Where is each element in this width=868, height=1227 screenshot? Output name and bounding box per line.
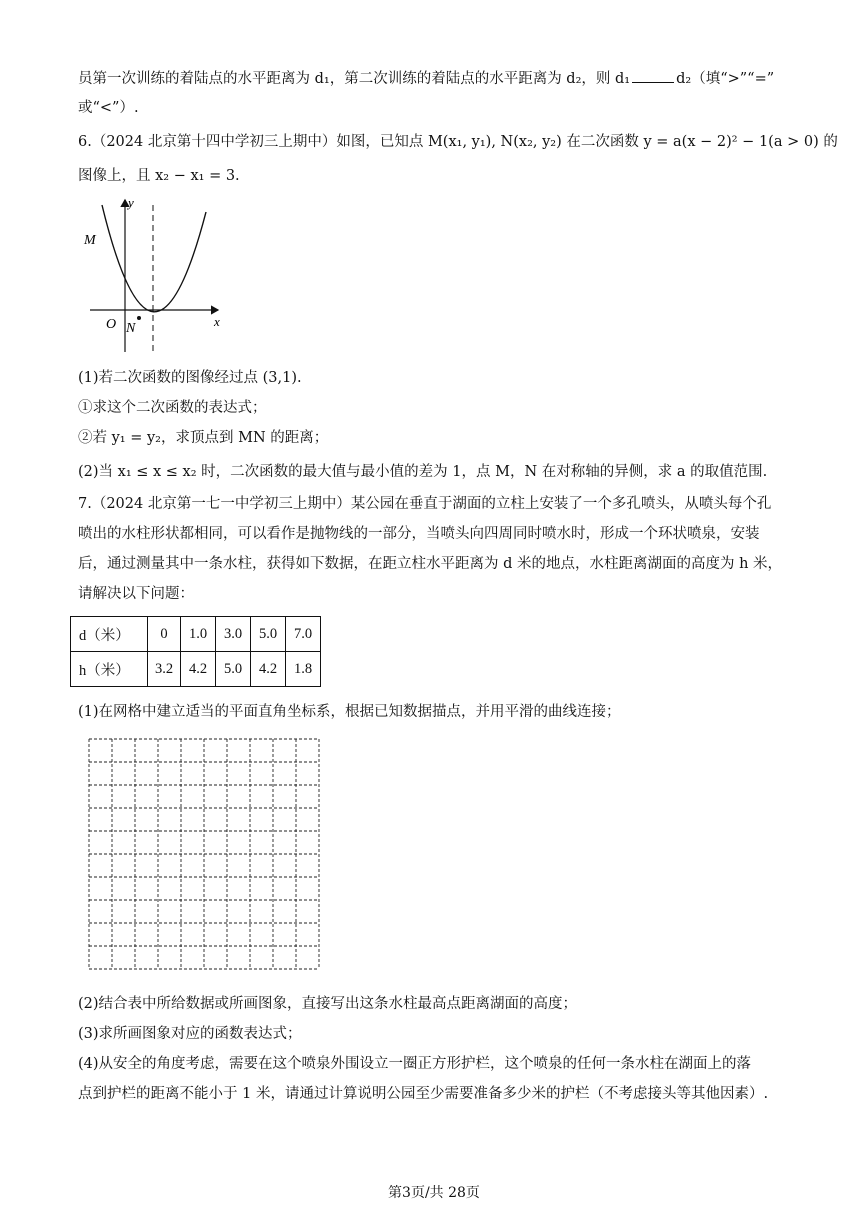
q6-parabola-figure [78,190,238,365]
table-header-h: h（米） [71,652,148,687]
text-line-1-tail: d₂（填“>”“=” [676,71,775,87]
origin-label: O [106,317,117,332]
q6-stem-2: 图像上，且 x₂ − x₁ = 3. [78,168,240,184]
parabola-curve [102,205,206,312]
text-line-1 [78,68,774,89]
table-cell: 3.0 [216,617,251,652]
table-cell: 1.0 [181,617,216,652]
table-cell: 5.0 [216,652,251,687]
table-cell: 4.2 [251,652,286,687]
q6-stem-1: 6.（2024 北京第十四中学初三上期中）如图，已知点 M(x₁, y₁), N(x₂, y₂) 在二次函数 y = a(x − 2)² − 1(a > 0) 的 [78,134,838,150]
page-footer: 第3页/共 28页 [388,1185,480,1201]
point-n-label: N [126,321,136,336]
q7-part-4b: 点到护栏的距离不能小于 1 米，请通过计算说明公园至少需要准备多少米的护栏（不考虑接头等其他因素）. [78,1086,769,1102]
q7-part-2: (2)结合表中所给数据或所画图象，直接写出这条水柱最高点距离湖面的高度； [78,996,578,1012]
point-m-label: M [84,233,96,248]
table-cell: 7.0 [286,617,321,652]
q7-stem-4: 请解决以下问题： [78,586,194,602]
text-line-1-main: 员第一次训练的着陆点的水平距离为 d₁，第二次训练的着陆点的水平距离为 d₂，则 d₁ [78,71,631,87]
q7-part-1: (1)在网格中建立适当的平面直角坐标系，根据已知数据描点，并用平滑的曲线连接； [78,704,621,720]
q7-stem-3: 后，通过测量其中一条水柱，获得如下数据，在距立柱水平距离为 d 米的地点，水柱距离湖面的高度为 h 米， [78,556,783,572]
x-axis-label: x [214,314,220,329]
q6-part-1: (1)若二次函数的图像经过点 (3,1). [78,370,302,386]
q6-part-1a: ①求这个二次函数的表达式； [78,400,267,416]
table-cell: 4.2 [181,652,216,687]
q7-stem-2: 喷出的水柱形状都相同，可以看作是抛物线的一部分，当喷头向四周同时喷水时，形成一个环状喷泉，安装 [78,526,760,542]
q7-part-3: (3)求所画图象对应的函数表达式； [78,1026,302,1042]
point-n-dot [137,316,141,320]
table-cell: 0 [148,617,181,652]
table-row-h [71,652,321,687]
table-cell: 3.2 [148,652,181,687]
q7-part-4a: (4)从安全的角度考虑，需要在这个喷泉外围设立一圈正方形护栏，这个喷泉的任何一条水柱在湖面上的落 [78,1056,752,1072]
answer-blank[interactable] [632,68,674,83]
q7-dashed-grid [88,738,322,972]
text-line-2: 或“<”）. [78,100,139,116]
q7-data-table [70,616,321,687]
q6-part-1b: ②若 y₁ = y₂，求顶点到 MN 的距离； [78,430,329,446]
q7-stem-1: 7.（2024 北京第一七一中学初三上期中）某公园在垂直于湖面的立柱上安装了一个多孔喷头，从喷头每个孔 [78,496,772,512]
table-header-d: d（米） [71,617,148,652]
q6-part-2: (2)当 x₁ ≤ x ≤ x₂ 时，二次函数的最大值与最小值的差为 1，点 M，N 在对称轴的异侧，求 a 的取值范围. [78,464,768,480]
table-cell: 1.8 [286,652,321,687]
table-row-d [71,617,321,652]
table-cell: 5.0 [251,617,286,652]
y-axis-label: y [128,195,134,210]
